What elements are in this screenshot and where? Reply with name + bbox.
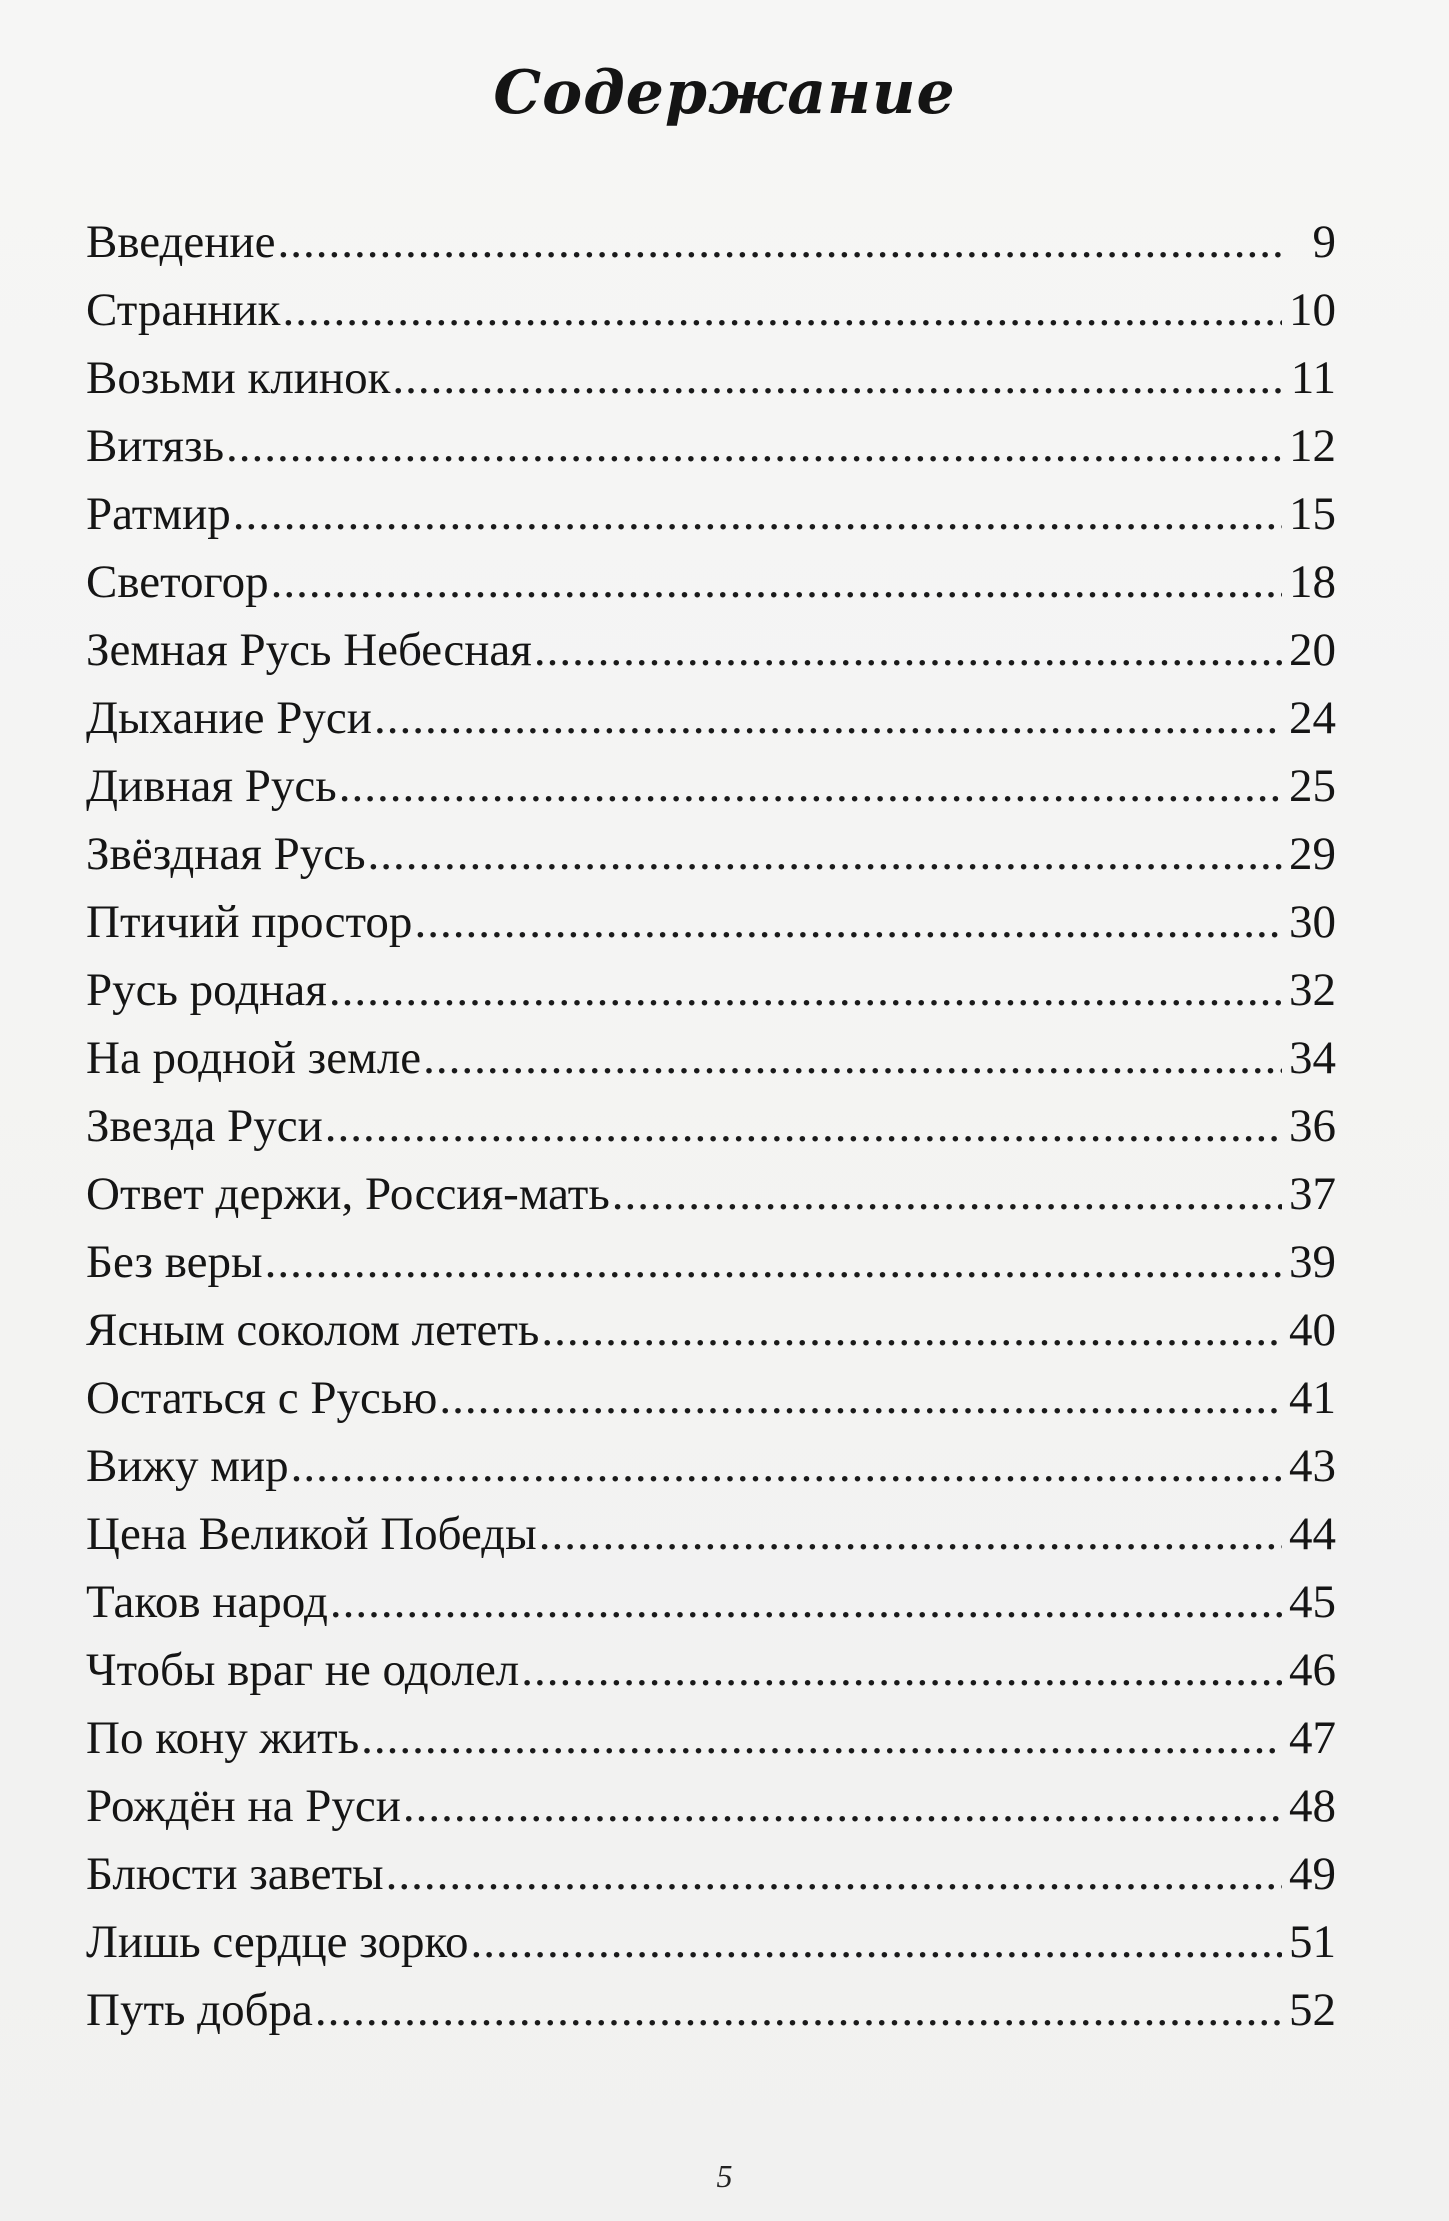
toc-entry: [86, 1840, 1336, 1908]
toc-entry-page: 41: [1289, 1372, 1336, 1424]
toc-entry-page: 10: [1289, 284, 1336, 336]
toc-entry-page: 46: [1289, 1644, 1336, 1696]
toc-entry-title: Введение: [86, 216, 276, 268]
page-title: Содержание: [493, 58, 956, 128]
toc-entry: [86, 1908, 1336, 1976]
toc-entry-title: На родной земле: [86, 1032, 422, 1084]
toc-entry-title: Без веры: [86, 1236, 263, 1288]
toc-entry-title: Русь родная: [86, 964, 327, 1016]
toc-entry: [86, 684, 1336, 752]
toc-entry-page: 36: [1289, 1100, 1336, 1152]
toc-entry-page: 9: [1312, 216, 1336, 268]
toc-entry: [86, 888, 1336, 956]
toc-leader-dots: [534, 616, 1282, 684]
toc-entry: [86, 1568, 1336, 1636]
toc-entry-title: Витязь: [86, 420, 225, 472]
toc-entry-title: Таков народ: [86, 1576, 328, 1628]
toc-entry-page: 44: [1289, 1508, 1336, 1560]
toc-leader-dots: [277, 208, 1282, 276]
toc-leader-dots: [612, 1160, 1282, 1228]
toc-entry-page: 20: [1289, 624, 1336, 676]
toc-entry-title: Дивная Русь: [86, 760, 337, 812]
toc-leader-dots: [368, 820, 1282, 888]
toc-entry-title: Цена Великой Победы: [86, 1508, 537, 1560]
toc-entry-page: 29: [1289, 828, 1336, 880]
toc-entry: [86, 1636, 1336, 1704]
toc-entry: [86, 1976, 1336, 2044]
toc-leader-dots: [315, 1976, 1282, 2044]
toc-leader-dots: [265, 1228, 1282, 1296]
toc-entry-title: Странник: [86, 284, 281, 336]
toc-leader-dots: [374, 684, 1282, 752]
toc-entry: [86, 276, 1336, 344]
toc-entry-page: 52: [1289, 1984, 1336, 2036]
page-number: 5: [716, 2158, 733, 2194]
toc-entry-title: Ратмир: [86, 488, 231, 540]
toc-entry-title: По кону жить: [86, 1712, 360, 1764]
toc-entry: [86, 1500, 1336, 1568]
toc-entry: [86, 1024, 1336, 1092]
toc-entry-page: 51: [1289, 1916, 1336, 1968]
toc-entry-page: 25: [1289, 760, 1336, 812]
toc-entry-title: Блюсти заветы: [86, 1848, 384, 1900]
toc-leader-dots: [471, 1908, 1283, 1976]
toc-leader-dots: [329, 956, 1282, 1024]
toc-entry: [86, 480, 1336, 548]
toc-entry-title: Чтобы враг не одолел: [86, 1644, 520, 1696]
toc-leader-dots: [361, 1704, 1282, 1772]
toc-entry-title: Звёздная Русь: [86, 828, 366, 880]
toc-leader-dots: [283, 276, 1283, 344]
toc-entry-title: Рождён на Руси: [86, 1780, 401, 1832]
toc-entry-title: Дыхание Руси: [86, 692, 372, 744]
toc-entry-page: 12: [1289, 420, 1336, 472]
toc-leader-dots: [392, 344, 1282, 412]
toc-entry-page: 18: [1289, 556, 1336, 608]
toc-entry: [86, 1704, 1336, 1772]
toc-entry: [86, 616, 1336, 684]
toc-entry-page: 37: [1289, 1168, 1336, 1220]
toc-leader-dots: [330, 1568, 1282, 1636]
toc-entry-page: 15: [1289, 488, 1336, 540]
toc-entry-title: Ясным соколом лететь: [86, 1304, 540, 1356]
toc-entry: [86, 1160, 1336, 1228]
toc-entry: [86, 1296, 1336, 1364]
toc-leader-dots: [521, 1636, 1282, 1704]
toc-leader-dots: [226, 412, 1282, 480]
toc-entry-page: 40: [1289, 1304, 1336, 1356]
toc-entry-title: Светогор: [86, 556, 269, 608]
toc-leader-dots: [414, 888, 1282, 956]
toc-leader-dots: [541, 1296, 1282, 1364]
toc-entry: [86, 1432, 1336, 1500]
toc-leader-dots: [539, 1500, 1282, 1568]
toc-entry: [86, 752, 1336, 820]
toc-entry: [86, 548, 1336, 616]
toc-entry-title: Вижу мир: [86, 1440, 289, 1492]
toc-entry-page: 43: [1289, 1440, 1336, 1492]
toc-entry-page: 34: [1289, 1032, 1336, 1084]
toc-leader-dots: [439, 1364, 1282, 1432]
toc-entry: [86, 1092, 1336, 1160]
toc-leader-dots: [233, 480, 1282, 548]
toc-entry-title: Звезда Руси: [86, 1100, 323, 1152]
toc-entry-title: Путь добра: [86, 1984, 313, 2036]
toc-entry: [86, 820, 1336, 888]
toc-entry-title: Лишь сердце зорко: [86, 1916, 469, 1968]
toc-leader-dots: [325, 1092, 1282, 1160]
toc-entry-page: 39: [1289, 1236, 1336, 1288]
toc-entry-page: 47: [1289, 1712, 1336, 1764]
toc-entry: [86, 1772, 1336, 1840]
toc-leader-dots: [271, 548, 1282, 616]
toc-entry: [86, 344, 1336, 412]
toc-entry: [86, 208, 1336, 276]
toc-entry-page: 11: [1290, 352, 1336, 404]
toc-entry-page: 30: [1289, 896, 1336, 948]
toc-entry: [86, 956, 1336, 1024]
toc-entry: [86, 412, 1336, 480]
toc-entry-page: 32: [1289, 964, 1336, 1016]
toc-entry-title: Возьми клинок: [86, 352, 391, 404]
toc-leader-dots: [339, 752, 1282, 820]
toc-leader-dots: [291, 1432, 1282, 1500]
toc-leader-dots: [403, 1772, 1282, 1840]
toc-leader-dots: [386, 1840, 1282, 1908]
toc-entry-title: Земная Русь Небесная: [86, 624, 532, 676]
toc-entry: [86, 1228, 1336, 1296]
toc-entry-page: 49: [1289, 1848, 1336, 1900]
toc-entry-page: 24: [1289, 692, 1336, 744]
toc-entry-title: Остаться с Русью: [86, 1372, 438, 1424]
toc-entry-title: Птичий простор: [86, 896, 413, 948]
toc-entry: [86, 1364, 1336, 1432]
toc-entry-page: 48: [1289, 1780, 1336, 1832]
toc-entry-page: 45: [1289, 1576, 1336, 1628]
toc-entry-title: Ответ держи, Россия-мать: [86, 1168, 610, 1220]
toc-leader-dots: [423, 1024, 1282, 1092]
